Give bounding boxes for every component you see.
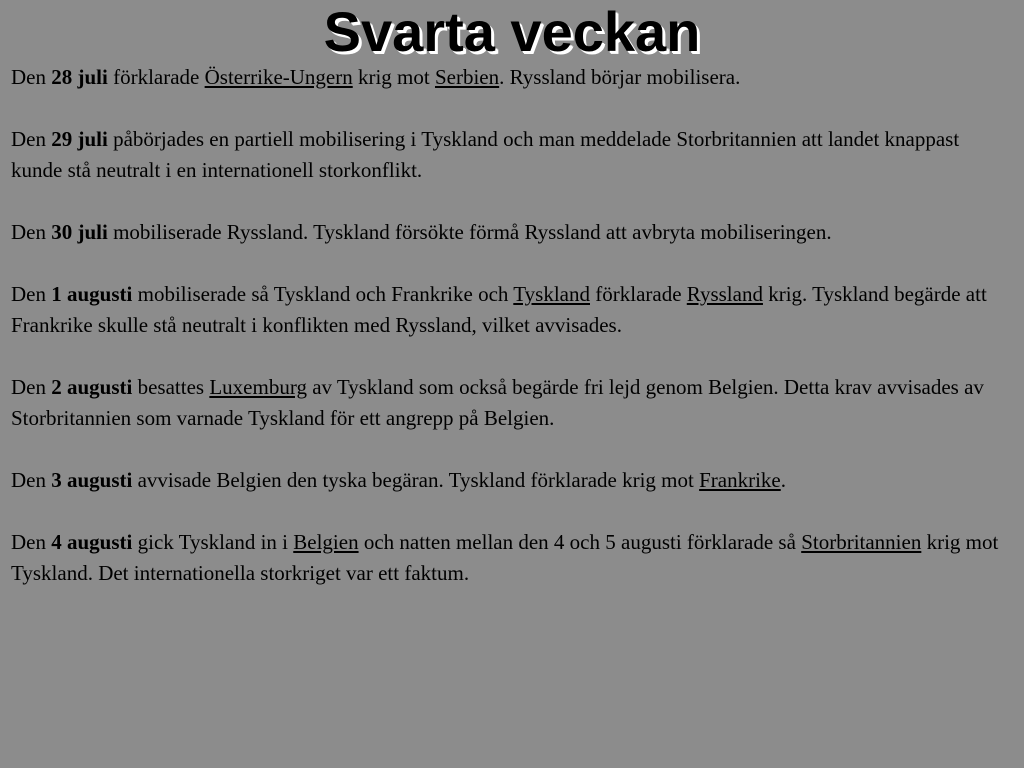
date-label: 28 juli [51, 65, 108, 89]
date-label: 2 augusti [51, 375, 133, 399]
text-segment: . Ryssland börjar mobilisera. [499, 65, 741, 89]
text-segment: och natten mellan den 4 och 5 augusti förklarade så [358, 530, 802, 554]
text-segment: krig. Tyskland begärde att Frankrike skulle stå neutralt i konflikten med Ryssland, vilket avvisades. [11, 282, 987, 337]
text-segment: krig mot [352, 65, 435, 89]
text-segment: . [780, 468, 786, 492]
date-label: 30 juli [51, 220, 108, 244]
paragraph [11, 527, 1001, 589]
paragraph [11, 465, 1001, 496]
link-storbritannien[interactable]: Storbritannien [801, 530, 922, 554]
paragraph [11, 62, 1001, 93]
date-label: 4 augusti [51, 530, 133, 554]
text-segment: förklarade [107, 65, 205, 89]
paragraph [11, 217, 1001, 248]
text-segment: Den [11, 530, 52, 554]
paragraph [11, 279, 1001, 341]
text-segment: Den [11, 375, 52, 399]
date-label: 1 augusti [51, 282, 133, 306]
paragraph [11, 372, 1001, 434]
link-österrike-ungern[interactable]: Österrike-Ungern [204, 65, 353, 89]
text-segment: Den [11, 282, 52, 306]
date-label: 29 juli [51, 127, 108, 151]
slide-title: Svarta veckan [323, 0, 701, 63]
date-label: 3 augusti [51, 468, 133, 492]
link-frankrike[interactable]: Frankrike [699, 468, 781, 492]
link-serbien[interactable]: Serbien [434, 65, 500, 89]
link-belgien[interactable]: Belgien [293, 530, 359, 554]
text-segment: Den [11, 65, 52, 89]
text-segment: av Tyskland som också begärde fri lejd genom Belgien. Detta krav avvisades av Storbritannien som varnade Tyskland för ett angrepp på Belgien. [11, 375, 984, 430]
text-segment: avvisade Belgien den tyska begäran. Tyskland förklarade krig mot [132, 468, 700, 492]
paragraph [11, 124, 1001, 186]
text-segment: krig mot Tyskland. Det internationella storkriget var ett faktum. [11, 530, 999, 585]
text-segment: besattes [132, 375, 210, 399]
text-segment: Den [11, 220, 52, 244]
text-segment: förklarade [590, 282, 687, 306]
link-luxemburg[interactable]: Luxemburg [209, 375, 307, 399]
link-tyskland[interactable]: Tyskland [513, 282, 590, 306]
slide-body [11, 62, 1001, 620]
text-segment: mobiliserade så Tyskland och Frankrike och [132, 282, 514, 306]
text-segment: Den [11, 468, 52, 492]
text-segment: gick Tyskland in i [132, 530, 294, 554]
text-segment: Den [11, 127, 52, 151]
text-segment: mobiliserade Ryssland. Tyskland försökte förmå Ryssland att avbryta mobiliseringen. [107, 220, 832, 244]
text-segment: påbörjades en partiell mobilisering i Tyskland och man meddelade Storbritannien att landet knappast kunde stå neutralt i en internationell storkonflikt. [11, 127, 960, 182]
link-ryssland[interactable]: Ryssland [686, 282, 763, 306]
